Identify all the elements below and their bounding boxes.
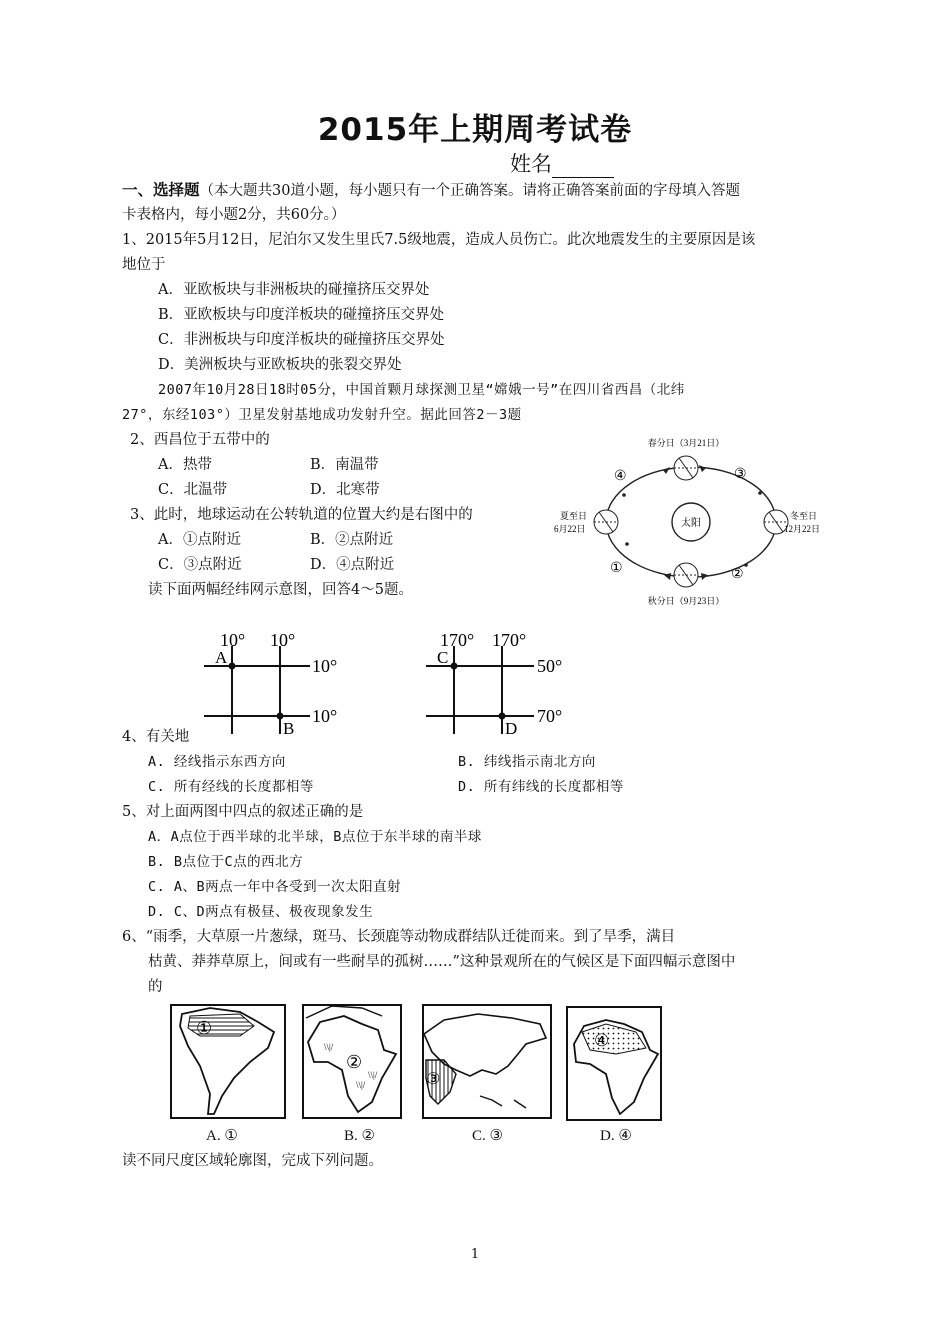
grass-icon: \\|/ <box>368 1070 378 1080</box>
map-label-2: ② <box>346 1052 363 1072</box>
q3-option-c[interactable]: C．③点附近 <box>158 557 242 573</box>
earth-spring <box>674 456 698 480</box>
spring-label: 春分日（3月21日） <box>647 438 725 448</box>
q6-stem-3: 的 <box>148 979 163 995</box>
q1-option-b[interactable]: B．亚欧板块与印度洋板块的碰撞挤压交界处 <box>158 307 445 323</box>
q3-option-b[interactable]: B．②点附近 <box>310 532 394 548</box>
winter-label: 冬至日 <box>790 511 818 521</box>
q5-option-b[interactable]: B. B点位于C点的西北方 <box>148 854 304 870</box>
closing-instruction: 读不同尺度区域轮廓图，完成下列问题。 <box>122 1153 383 1169</box>
q6-option-d[interactable]: D. ④ <box>600 1128 632 1144</box>
grid2-lat-2: 70° <box>537 706 563 726</box>
page-number: 1 <box>470 1247 480 1262</box>
q4-option-a[interactable]: A. 经线指示东西方向 <box>148 754 286 770</box>
grid2-lon-2: 170° <box>492 630 527 650</box>
grass-icon: \\|/ <box>324 1042 334 1052</box>
summer-label: 夏至日 <box>560 511 588 521</box>
q3-option-a[interactable]: A．①点附近 <box>158 532 241 548</box>
name-blank-line[interactable] <box>552 159 614 178</box>
grid1-lon-2: 10° <box>270 630 296 650</box>
q6-option-b[interactable]: B. ② <box>344 1128 375 1144</box>
label-c: C <box>437 648 449 667</box>
orbit-dot-4 <box>622 493 626 497</box>
q5-stem: 5、对上面两图中四点的叙述正确的是 <box>122 804 364 820</box>
q1-option-a[interactable]: A．亚欧板块与非洲板块的碰撞挤压交界处 <box>158 282 430 298</box>
q5-option-c[interactable]: C. A、B两点一年中各受到一次太阳直射 <box>148 879 402 895</box>
material-4-5: 读下面两幅经纬网示意图，回答4～5题。 <box>148 582 413 598</box>
map-label-4: ④ <box>594 1031 610 1050</box>
page-title: 2015年上期周考试卷 <box>317 112 633 148</box>
q5-option-a[interactable]: A．A点位于西半球的北半球，B点位于东半球的南半球 <box>148 829 482 845</box>
q2-option-c[interactable]: C．北温带 <box>158 482 228 498</box>
earth-summer <box>594 510 618 534</box>
section-intro-2: 卡表格内，每小题2分，共60分。） <box>122 207 346 223</box>
map-africa <box>302 1004 402 1119</box>
label-b: B <box>283 719 295 738</box>
grid1-lat-1: 10° <box>312 656 338 676</box>
grid2-lon-1: 170° <box>440 630 475 650</box>
q1-stem: 1、2015年5月12日，尼泊尔又发生里氏7.5级地震，造成人员伤亡。此次地震发生的主要原因是该 <box>122 232 756 248</box>
point-a <box>229 663 236 670</box>
label-a: A <box>215 648 228 667</box>
marker-3: ③ <box>734 467 747 482</box>
q3-option-d[interactable]: D．④点附近 <box>310 557 395 573</box>
marker-4: ④ <box>614 469 627 484</box>
orbit-dot-3 <box>758 491 762 495</box>
q3-stem: 3、此时，地球运动在公转轨道的位置大约是右图中的 <box>130 507 473 523</box>
q1-option-c[interactable]: C．非洲板块与印度洋板块的碰撞挤压交界处 <box>158 332 445 348</box>
map-south-america <box>170 1004 286 1119</box>
name-field <box>510 148 614 178</box>
autumn-label: 秋分日（9月23日） <box>647 596 725 606</box>
grid1-lat-2: 10° <box>312 706 338 726</box>
section-1-heading-row <box>122 178 740 204</box>
grid1-lon-1: 10° <box>220 630 246 650</box>
earth-autumn <box>674 563 698 587</box>
q2-option-d[interactable]: D．北寒带 <box>310 482 380 498</box>
material-2-3-line-2: 27°，东经103°）卫星发射基地成功发射升空。据此回答2－3题 <box>122 407 522 423</box>
q1-stem-2: 地位于 <box>122 257 166 273</box>
orbit-arrow <box>699 465 706 472</box>
q4-option-b[interactable]: B. 纬线指示南北方向 <box>458 754 596 770</box>
section-intro: （本大题共30道小题，每小题只有一个正确答案。请将正确答案前面的字母填入答题 <box>199 183 740 199</box>
marker-2: ② <box>731 567 744 582</box>
material-2-3-line-1: 2007年10月28日18时05分，中国首颗月球探测卫星“嫦娥一号”在四川省西昌（北纬 <box>158 382 685 398</box>
q6-stem: 6、“雨季，大草原一片葱绿，斑马、长颈鹿等动物成群结队迁徙而来。到了旱季，满目 <box>122 929 676 945</box>
orbit-dot-2 <box>744 563 748 567</box>
q2-option-b[interactable]: B．南温带 <box>310 457 379 473</box>
map-asia <box>422 1004 552 1119</box>
marker-1: ① <box>610 561 623 576</box>
lat-lon-grid-2 <box>420 628 580 738</box>
grid2-lat-1: 50° <box>537 656 563 676</box>
q4-stem: 4、有关地 <box>122 729 190 745</box>
q5-option-d[interactable]: D. C、D两点有极昼、极夜现象发生 <box>148 904 374 920</box>
q6-stem-2: 枯黄、莽莽草原上，间或有一些耐旱的孤树……”这种景观所在的气候区是下面四幅示意图中 <box>148 954 736 970</box>
q6-option-a[interactable]: A. ① <box>206 1128 238 1144</box>
map-label-1: ① <box>196 1018 213 1038</box>
winter-date: 12月22日 <box>784 524 821 534</box>
summer-date: 6月22日 <box>554 524 586 534</box>
orbit-dot-1 <box>625 542 629 546</box>
label-d: D <box>505 719 518 738</box>
q1-option-d[interactable]: D．美洲板块与亚欧板块的张裂交界处 <box>158 357 402 373</box>
name-label: 姓名 <box>510 152 552 176</box>
sun-label: 太阳 <box>681 518 701 529</box>
section-heading: 一、选择题 <box>122 181 200 199</box>
point-c <box>451 663 458 670</box>
lat-lon-grid-1 <box>200 628 350 738</box>
map-north-africa <box>566 1006 662 1121</box>
q2-option-a[interactable]: A．热带 <box>158 457 212 473</box>
q4-option-c[interactable]: C. 所有经线的长度都相等 <box>148 779 314 795</box>
grass-icon: \\|/ <box>356 1080 366 1090</box>
earth-orbit-diagram <box>548 432 833 612</box>
map-label-3: ③ <box>426 1071 441 1088</box>
q2-stem: 2、西昌位于五带中的 <box>130 432 270 448</box>
orbit-arrow <box>663 467 670 474</box>
q6-option-c[interactable]: C. ③ <box>472 1128 503 1144</box>
q4-option-d[interactable]: D. 所有纬线的长度都相等 <box>458 779 624 795</box>
